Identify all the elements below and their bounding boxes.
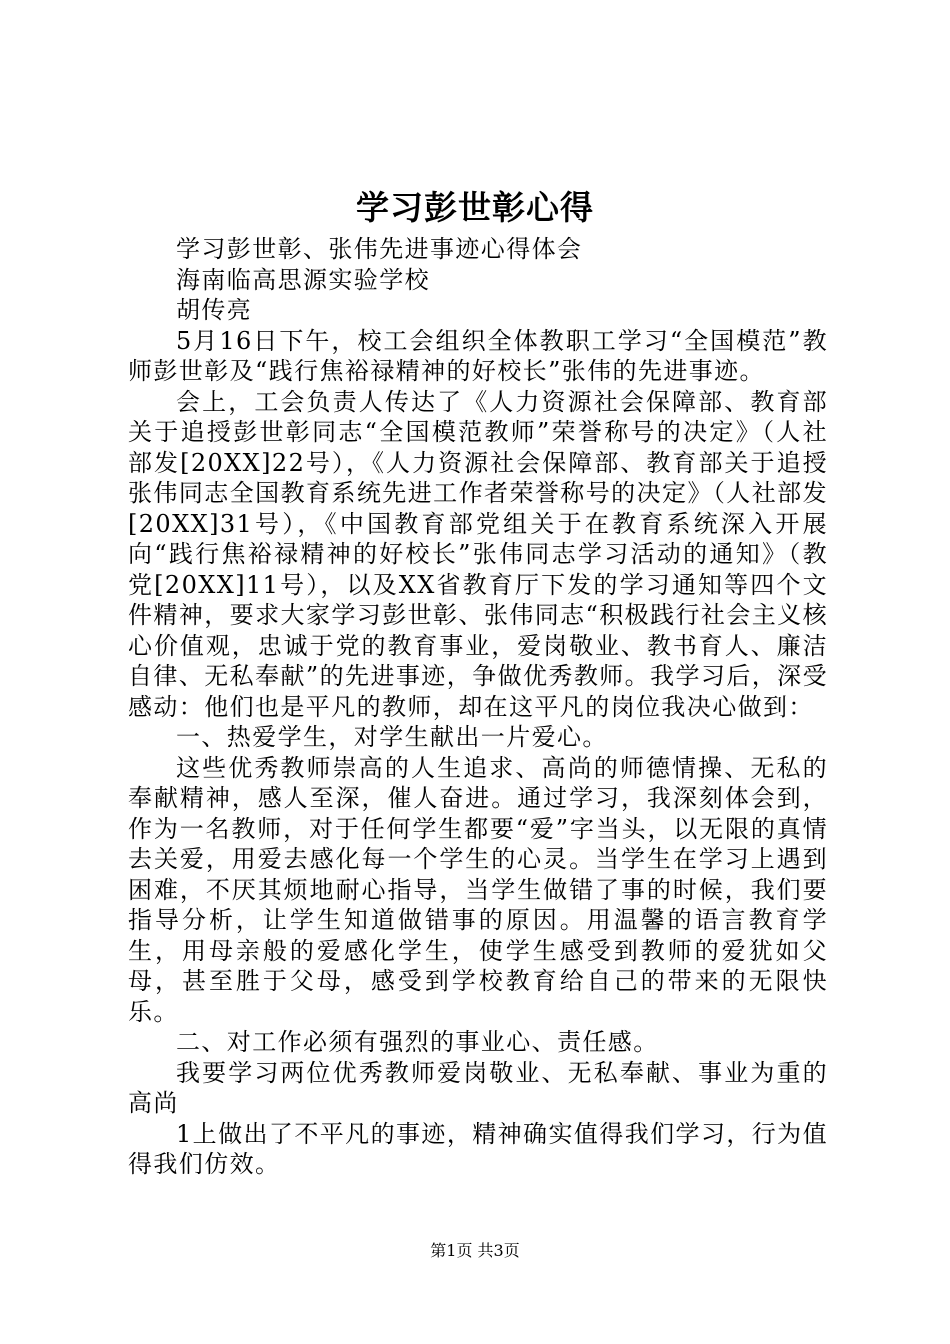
document-body: [128, 234, 828, 1180]
paragraph: 我要学习两位优秀教师爱岗敬业、无私奉献、事业为重的高尚: [128, 1058, 828, 1117]
section-heading: 二、对工作必须有强烈的事业心、责任感。: [176, 1028, 659, 1056]
subtitle: 学习彭世彰、张伟先进事迹心得体会: [176, 235, 583, 263]
document-title: 学习彭世彰心得: [356, 188, 594, 227]
paragraph: 这些优秀教师崇高的人生追求、高尚的师德情操、无私的奉献精神，感人至深，催人奋进。通过学习，我深刻体会到，作为一名教师，对于任何学生都要“爱”字当头，以无限的真情去关爱，用爱去感化每一个学生的心灵。当学生在学习上遇到困难，不厌其烦地耐心指导，当学生做错了事的时候，我们要指导分析，让学生知道做错事的原因。用温馨的语言教育学生，用母亲般的爱感化学生，使学生感受到教师的爱犹如父母，甚至胜于父母，感受到学校教育给自己的带来的无限快乐。: [128, 753, 828, 1026]
page-footer: 第1页 共3页: [430, 1241, 520, 1260]
paragraph: 会上，工会负责人传达了《人力资源社会保障部、教育部关于追授彭世彰同志“全国模范教师”荣誉称号的决定》（人社部发[20XX]22号），《人力资源社会保障部、教育部关于追授张伟同志全国教育系统先进工作者荣誉称号的决定》（人社部发[20XX]31号），《中国教育部党组关于在教育系统深入开展向“践行焦裕禄精神的好校长”张伟同志学习活动的通知》（教党[20XX]11号），以及XX省教育厅下发的学习通知等四个文件精神，要求大家学习彭世彰、张伟同志“积极践行社会主义核心价值观，忠诚于党的教育事业，爱岗敬业、教书育人、廉洁自律、无私奉献”的先进事迹，争做优秀教师。我学习后，深受感动：他们也是平凡的教师，却在这平凡的岗位我决心做到：: [128, 387, 828, 721]
section-heading: 一、热爱学生，对学生献出一片爱心。: [176, 723, 608, 751]
paragraph: 5月16日下午，校工会组织全体教职工学习“全国模范”教师彭世彰及“践行焦裕禄精神的好校长”张伟的先进事迹。: [128, 326, 828, 385]
author-name: 胡传亮: [176, 296, 253, 324]
school-name: 海南临高思源实验学校: [176, 265, 430, 294]
paragraph: 1上做出了不平凡的事迹，精神确实值得我们学习，行为值得我们仿效。: [128, 1119, 828, 1178]
